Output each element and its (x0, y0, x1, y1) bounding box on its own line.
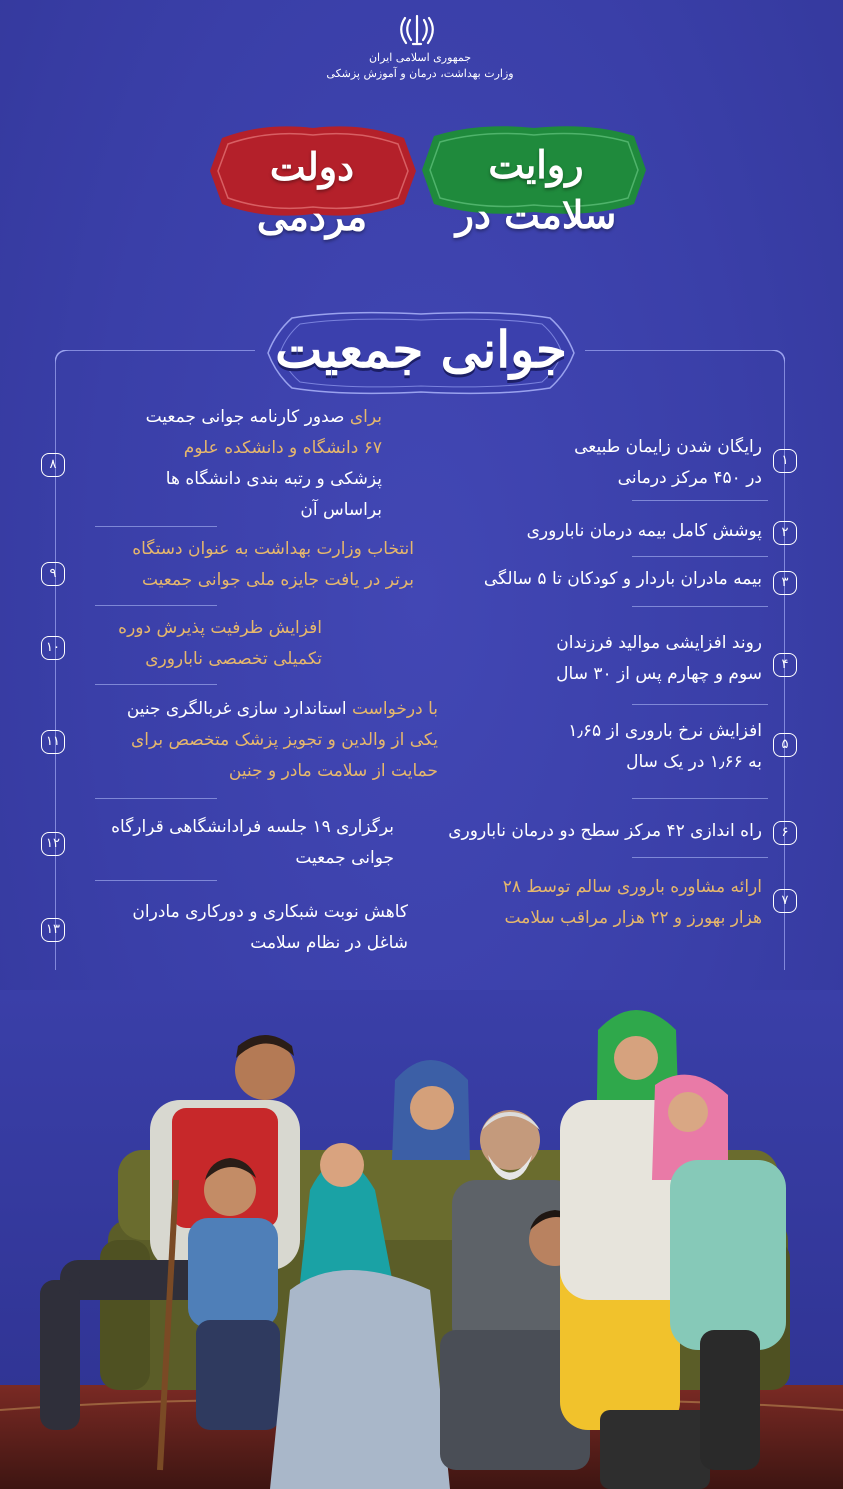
ministry-line-2: وزارت بهداشت، درمان و آموزش پزشکی (326, 67, 514, 80)
separator (95, 605, 217, 606)
highlight-word: با درخواست (351, 699, 438, 719)
item-number-9: ۹ (41, 562, 65, 586)
ministry-name (300, 50, 540, 82)
iran-emblem-icon (396, 10, 438, 50)
separator (95, 798, 217, 799)
list-item-5 (470, 716, 762, 778)
list-item-line: در ۴۵۰ مرکز درمانی (617, 468, 762, 488)
ministry-line-1: جمهوری اسلامی ایران (368, 51, 472, 64)
list-item-8 (92, 402, 382, 526)
list-item-line: برتر در یافت جایزه ملی جوانی جمعیت (141, 570, 414, 590)
list-item-7 (470, 872, 762, 934)
list-item-line: جوانی جمعیت (295, 848, 394, 868)
list-item-line: ۶۷ دانشگاه و دانشکده علوم (183, 438, 382, 458)
separator (632, 606, 768, 607)
separator (632, 500, 768, 501)
item-number-2: ۲ (773, 521, 797, 545)
list-item-9 (92, 534, 414, 596)
list-item-line: براساس آن (300, 500, 382, 520)
list-item-line: به ۱٫۶۶ در یک سال (626, 752, 762, 772)
list-item-line: شاغل در نظام سلامت (250, 933, 408, 953)
list-item-line: سوم و چهارم پس از ۳۰ سال (556, 664, 762, 684)
item-number-10: ۱۰ (41, 636, 65, 660)
item-number-6: ۶ (773, 821, 797, 845)
separator (95, 526, 217, 527)
item-number-7: ۷ (773, 889, 797, 913)
list-item-line: حمایت از سلامت مادر و جنین (228, 761, 438, 781)
item-number-4: ۴ (773, 653, 797, 677)
item-number-11: ۱۱ (41, 730, 65, 754)
list-item-line (92, 402, 382, 433)
list-item-line: پزشکی و رتبه بندی دانشگاه ها (165, 469, 382, 489)
item-number-3: ۳ (773, 571, 797, 595)
list-item-line: افزایش نرخ باروری از ۱٫۶۵ (568, 721, 762, 741)
list-item-11 (92, 694, 438, 787)
item-number-5: ۵ (773, 733, 797, 757)
list-item-3 (430, 564, 762, 595)
list-item-line (92, 694, 438, 725)
list-item-12 (92, 812, 394, 874)
page-title: جوانی جمعیت (275, 320, 567, 379)
separator (632, 857, 768, 858)
item-number-12: ۱۲ (41, 832, 65, 856)
item-number-13: ۱۳ (41, 918, 65, 942)
list-item-line: رایگان شدن زایمان طبیعی (574, 437, 762, 457)
item-number-8: ۸ (41, 453, 65, 477)
separator (95, 684, 217, 685)
item-number-1: ۱ (773, 449, 797, 473)
list-item-1 (470, 432, 762, 494)
list-item-line: یکی از والدین و تجویز پزشک متخصص برای (130, 730, 438, 750)
separator (632, 798, 768, 799)
highlight-word: برای (349, 407, 382, 427)
list-item-line: پوشش کامل بیمه درمان ناباروری (526, 521, 762, 541)
list-item-6 (420, 816, 762, 847)
list-item-13 (92, 897, 408, 959)
list-item-line: افزایش ظرفیت پذیرش دوره (118, 618, 322, 638)
separator (95, 880, 217, 881)
separator (632, 704, 768, 705)
list-item-line: ارائه مشاوره باروری سالم توسط ۲۸ (502, 877, 762, 897)
list-item-line: کاهش نوبت شبکاری و دورکاری مادران (132, 902, 408, 922)
list-item-line: هزار بهورز و ۲۲ هزار مراقب سلامت (504, 908, 762, 928)
list-item-line: روند افزایشی موالید فرزندان (556, 633, 762, 653)
green-banner-text: روایت سلامت در (455, 142, 617, 237)
red-banner-text: دولت مردمی (256, 144, 368, 239)
list-item-text: استاندارد سازی غربالگری جنین (126, 699, 347, 719)
list-item-line: راه اندازی ۴۲ مرکز سطح دو درمان ناباروری (448, 821, 762, 841)
list-item-line: انتخاب وزارت بهداشت به عنوان دستگاه (132, 539, 414, 559)
list-item-10 (92, 613, 322, 675)
list-item-2 (440, 516, 762, 547)
list-item-line: برگزاری ۱۹ جلسه فرادانشگاهی قرارگاه (111, 817, 394, 837)
separator (632, 556, 768, 557)
list-item-line: تکمیلی تخصصی ناباروری (145, 649, 322, 669)
list-item-text: صدور کارنامه جوانی جمعیت (145, 407, 345, 427)
list-item-4 (470, 628, 762, 690)
list-item-line: بیمه مادران باردار و کودکان تا ۵ سالگی (483, 569, 762, 589)
family-photo (0, 990, 843, 1489)
